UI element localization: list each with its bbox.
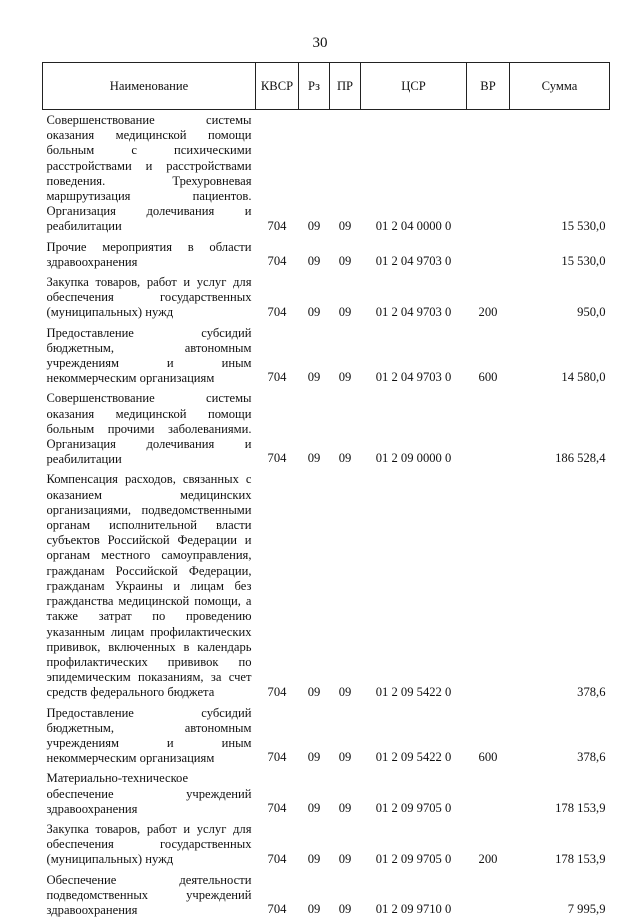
cell-vr: 600 [467,703,510,769]
cell-sum: 378,6 [510,469,610,702]
cell-sum: 378,6 [510,703,610,769]
budget-table-container [42,62,609,920]
cell-csr: 01 2 09 5422 0 [361,469,467,702]
cell-rz: 09 [299,768,330,819]
header-vr: ВР [467,63,510,110]
cell-pr: 09 [330,272,361,323]
table-row [43,703,610,769]
cell-vr: 200 [467,819,510,870]
cell-csr: 01 2 09 0000 0 [361,388,467,469]
cell-sum: 178 153,9 [510,819,610,870]
table-header [43,63,610,110]
header-sum: Сумма [510,63,610,110]
cell-vr [467,237,510,272]
cell-pr: 09 [330,388,361,469]
cell-kvsr: 704 [256,819,299,870]
cell-sum: 186 528,4 [510,388,610,469]
table-row [43,870,610,920]
header-name: Наименование [43,63,256,110]
cell-csr: 01 2 04 9703 0 [361,237,467,272]
cell-rz: 09 [299,323,330,389]
cell-name: Совершенствование системы оказания медицинской помощи больным с психическими расстройствами и расстройствами поведения. Трехуровневая маршрутизация пациентов. Организация долечивания и реабилитации [43,110,256,237]
table-row [43,819,610,870]
cell-sum: 950,0 [510,272,610,323]
table-row [43,272,610,323]
cell-rz: 09 [299,388,330,469]
table-body [43,110,610,920]
cell-rz: 09 [299,703,330,769]
cell-pr: 09 [330,110,361,237]
cell-kvsr: 704 [256,388,299,469]
cell-kvsr: 704 [256,110,299,237]
cell-pr: 09 [330,870,361,920]
cell-pr: 09 [330,703,361,769]
cell-pr: 09 [330,323,361,389]
cell-name: Обеспечение деятельности подведомственных учреждений здравоохранения [43,870,256,920]
cell-sum: 15 530,0 [510,110,610,237]
header-rz: Рз [299,63,330,110]
cell-rz: 09 [299,110,330,237]
cell-kvsr: 704 [256,237,299,272]
cell-pr: 09 [330,237,361,272]
cell-kvsr: 704 [256,870,299,920]
cell-vr [467,110,510,237]
cell-name: Закупка товаров, работ и услуг для обеспечения государственных (муниципальных) нужд [43,819,256,870]
cell-rz: 09 [299,469,330,702]
cell-name: Прочие мероприятия в области здравоохранения [43,237,256,272]
cell-csr: 01 2 09 9710 0 [361,870,467,920]
cell-rz: 09 [299,819,330,870]
cell-csr: 01 2 04 9703 0 [361,323,467,389]
cell-kvsr: 704 [256,703,299,769]
cell-rz: 09 [299,237,330,272]
cell-vr [467,469,510,702]
cell-vr: 200 [467,272,510,323]
cell-kvsr: 704 [256,469,299,702]
cell-name: Предоставление субсидий бюджетным, автономным учреждениям и иным некоммерческим организациям [43,703,256,769]
cell-vr [467,768,510,819]
header-csr: ЦСР [361,63,467,110]
table-row [43,237,610,272]
page-number: 30 [0,35,640,52]
budget-table [42,62,610,920]
cell-rz: 09 [299,870,330,920]
cell-csr: 01 2 04 9703 0 [361,272,467,323]
cell-name: Предоставление субсидий бюджетным, автономным учреждениям и иным некоммерческим организациям [43,323,256,389]
cell-kvsr: 704 [256,768,299,819]
cell-sum: 14 580,0 [510,323,610,389]
cell-kvsr: 704 [256,272,299,323]
cell-csr: 01 2 04 0000 0 [361,110,467,237]
cell-rz: 09 [299,272,330,323]
cell-name: Закупка товаров, работ и услуг для обеспечения государственных (муниципальных) нужд [43,272,256,323]
table-row [43,768,610,819]
cell-name: Совершенствование системы оказания медицинской помощи больным прочими заболеваниями. Организация долечивания и реабилитации [43,388,256,469]
cell-vr [467,388,510,469]
cell-pr: 09 [330,819,361,870]
cell-sum: 7 995,9 [510,870,610,920]
header-kvsr: КВСР [256,63,299,110]
cell-pr: 09 [330,469,361,702]
cell-name: Материально-техническое обеспечение учреждений здравоохранения [43,768,256,819]
table-row [43,469,610,702]
table-row [43,388,610,469]
cell-csr: 01 2 09 9705 0 [361,768,467,819]
cell-vr: 600 [467,323,510,389]
cell-sum: 178 153,9 [510,768,610,819]
cell-csr: 01 2 09 9705 0 [361,819,467,870]
table-row [43,110,610,237]
cell-kvsr: 704 [256,323,299,389]
table-header-row [43,63,610,110]
cell-name: Компенсация расходов, связанных с оказанием медицинских организациями, подведомственными органам исполнительной власти субъектов Российской Федерации и органам местного самоуправления, гражданам Российской Федерации, гражданам Украины и лицам без гражданства медицинской помощи, а также затрат по проведению указанным лицам профилактических прививок, включенных в календарь профилактических прививок по эпидемическим показаниям, за счет средств федерального бюджета [43,469,256,702]
table-row [43,323,610,389]
header-pr: ПР [330,63,361,110]
cell-vr [467,870,510,920]
cell-csr: 01 2 09 5422 0 [361,703,467,769]
cell-pr: 09 [330,768,361,819]
cell-sum: 15 530,0 [510,237,610,272]
